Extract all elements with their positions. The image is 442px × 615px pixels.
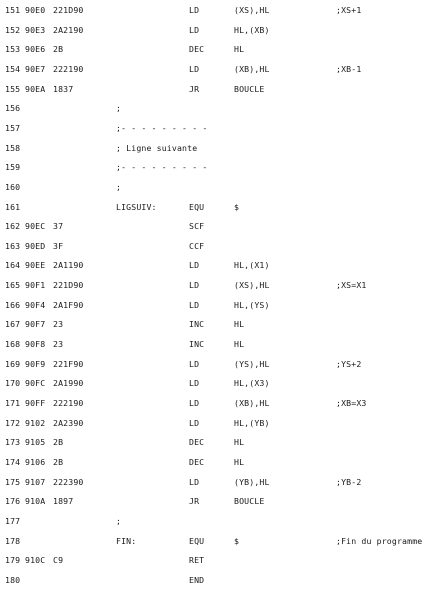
listing-row — [0, 455, 442, 469]
operand: BOUCLE — [234, 83, 265, 94]
operand: HL,(YS) — [234, 299, 270, 310]
machine-code: C9 — [53, 555, 64, 566]
opcode: END — [189, 574, 205, 585]
address: 90FC — [25, 378, 46, 389]
listing-row — [0, 357, 442, 371]
opcode: LD — [189, 476, 200, 487]
address: 9107 — [25, 476, 46, 487]
listing-row — [0, 416, 442, 430]
line-number: 165 — [5, 280, 21, 291]
opcode: INC — [189, 339, 205, 350]
operand: HL — [234, 437, 245, 448]
address: 90F9 — [25, 358, 46, 369]
operand: HL — [234, 339, 245, 350]
operand: $ — [234, 201, 240, 212]
opcode: EQU — [189, 201, 205, 212]
address: 90EA — [25, 83, 46, 94]
line-number: 173 — [5, 437, 21, 448]
machine-code: 2B — [53, 437, 64, 448]
line-number: 152 — [5, 24, 21, 35]
operand: (XB),HL — [234, 398, 270, 408]
opcode: DEC — [189, 44, 205, 55]
operand: HL,(X3) — [234, 378, 270, 389]
machine-code: 37 — [53, 221, 64, 232]
operand: HL — [234, 456, 245, 467]
machine-code: 222190 — [53, 63, 84, 74]
line-number: 158 — [5, 142, 21, 153]
machine-code: 1897 — [53, 496, 74, 507]
opcode: JR — [189, 496, 200, 507]
listing-row — [0, 219, 442, 233]
opcode: LD — [189, 5, 200, 15]
opcode: DEC — [189, 456, 205, 467]
comment: ;XS+1 — [336, 5, 362, 15]
listing-row — [0, 121, 442, 135]
operand: HL — [234, 44, 245, 55]
label-or-comment: ;- - - - - - - - - — [116, 122, 208, 133]
listing-row — [0, 160, 442, 174]
listing-row — [0, 317, 442, 331]
listing-row — [0, 3, 442, 17]
label-or-comment: LIGSUIV: — [116, 201, 157, 212]
address: 90EE — [25, 260, 46, 271]
comment: ;Fin du programme — [336, 535, 423, 546]
comment: ;XB-1 — [336, 63, 362, 74]
operand: HL,(YB) — [234, 417, 270, 428]
address: 9105 — [25, 437, 46, 448]
opcode: LD — [189, 417, 200, 428]
line-number: 156 — [5, 103, 21, 114]
machine-code: 2A1F90 — [53, 299, 84, 310]
listing-row — [0, 23, 442, 37]
listing-row — [0, 396, 442, 410]
address: 910C — [25, 555, 46, 566]
address: 90FF — [25, 398, 46, 408]
line-number: 179 — [5, 555, 21, 566]
line-number: 174 — [5, 456, 21, 467]
machine-code: 23 — [53, 339, 64, 350]
line-number: 170 — [5, 378, 21, 389]
machine-code: 2A1190 — [53, 260, 84, 271]
listing-row — [0, 200, 442, 214]
comment: ;YB-2 — [336, 476, 362, 487]
address: 90EC — [25, 221, 46, 232]
label-or-comment: ; Ligne suivante — [116, 142, 198, 153]
address: 9106 — [25, 456, 46, 467]
line-number: 167 — [5, 319, 21, 330]
opcode: LD — [189, 398, 200, 408]
line-number: 157 — [5, 122, 21, 133]
machine-code: 3F — [53, 240, 64, 251]
line-number: 180 — [5, 574, 21, 585]
listing-row — [0, 180, 442, 194]
listing-row — [0, 376, 442, 390]
opcode: CCF — [189, 240, 205, 251]
machine-code: 2A2390 — [53, 417, 84, 428]
line-number: 153 — [5, 44, 21, 55]
opcode: LD — [189, 24, 200, 35]
label-or-comment: ; — [116, 103, 122, 114]
line-number: 155 — [5, 83, 21, 94]
opcode: LD — [189, 358, 200, 369]
address: 90ED — [25, 240, 46, 251]
line-number: 166 — [5, 299, 21, 310]
address: 9102 — [25, 417, 46, 428]
machine-code: 2B — [53, 44, 64, 55]
listing-row — [0, 475, 442, 489]
address: 90E6 — [25, 44, 46, 55]
listing-row — [0, 82, 442, 96]
line-number: 154 — [5, 63, 21, 74]
listing-row — [0, 514, 442, 528]
listing-row — [0, 337, 442, 351]
opcode: EQU — [189, 535, 205, 546]
line-number: 160 — [5, 181, 21, 192]
opcode: DEC — [189, 437, 205, 448]
listing-row — [0, 141, 442, 155]
address: 90F4 — [25, 299, 46, 310]
opcode: INC — [189, 319, 205, 330]
listing-row — [0, 101, 442, 115]
line-number: 159 — [5, 162, 21, 173]
line-number: 168 — [5, 339, 21, 350]
opcode: RET — [189, 555, 205, 566]
comment: ;YS+2 — [336, 358, 362, 369]
line-number: 175 — [5, 476, 21, 487]
operand: (XS),HL — [234, 5, 270, 15]
machine-code: 221D90 — [53, 280, 84, 291]
machine-code: 2A2190 — [53, 24, 84, 35]
label-or-comment: ; — [116, 181, 122, 192]
opcode: LD — [189, 299, 200, 310]
label-or-comment: FIN: — [116, 535, 137, 546]
line-number: 171 — [5, 398, 21, 408]
opcode: LD — [189, 63, 200, 74]
machine-code: 2A1990 — [53, 378, 84, 389]
line-number: 177 — [5, 515, 21, 526]
comment: ;XB=X3 — [336, 398, 367, 408]
machine-code: 221D90 — [53, 5, 84, 15]
operand: HL,(X1) — [234, 260, 270, 271]
address: 90F7 — [25, 319, 46, 330]
listing-row — [0, 435, 442, 449]
line-number: 163 — [5, 240, 21, 251]
operand: (XB),HL — [234, 63, 270, 74]
operand: (XS),HL — [234, 280, 270, 291]
line-number: 164 — [5, 260, 21, 271]
operand: $ — [234, 535, 240, 546]
line-number: 172 — [5, 417, 21, 428]
operand: BOUCLE — [234, 496, 265, 507]
line-number: 176 — [5, 496, 21, 507]
listing-row — [0, 298, 442, 312]
listing-row — [0, 258, 442, 272]
listing-row — [0, 278, 442, 292]
address: 90F8 — [25, 339, 46, 350]
opcode: LD — [189, 280, 200, 291]
address: 90E0 — [25, 5, 46, 15]
address: 90F1 — [25, 280, 46, 291]
address: 90E7 — [25, 63, 46, 74]
listing-row — [0, 62, 442, 76]
machine-code: 23 — [53, 319, 64, 330]
address: 90E3 — [25, 24, 46, 35]
listing-row — [0, 239, 442, 253]
line-number: 161 — [5, 201, 21, 212]
listing-row — [0, 573, 442, 587]
operand: HL — [234, 319, 245, 330]
line-number: 151 — [5, 5, 21, 15]
machine-code: 1837 — [53, 83, 74, 94]
operand: HL,(XB) — [234, 24, 270, 35]
machine-code: 222390 — [53, 476, 84, 487]
listing-row — [0, 553, 442, 567]
label-or-comment: ; — [116, 515, 122, 526]
address: 910A — [25, 496, 46, 507]
opcode: JR — [189, 83, 200, 94]
opcode: SCF — [189, 221, 205, 232]
machine-code: 221F90 — [53, 358, 84, 369]
opcode: LD — [189, 260, 200, 271]
listing-row — [0, 534, 442, 548]
listing-row — [0, 42, 442, 56]
label-or-comment: ;- - - - - - - - - — [116, 162, 208, 173]
machine-code: 2B — [53, 456, 64, 467]
machine-code: 222190 — [53, 398, 84, 408]
opcode: LD — [189, 378, 200, 389]
line-number: 178 — [5, 535, 21, 546]
listing-row — [0, 494, 442, 508]
line-number: 162 — [5, 221, 21, 232]
line-number: 169 — [5, 358, 21, 369]
operand: (YS),HL — [234, 358, 270, 369]
operand: (YB),HL — [234, 476, 270, 487]
comment: ;XS=X1 — [336, 280, 367, 291]
